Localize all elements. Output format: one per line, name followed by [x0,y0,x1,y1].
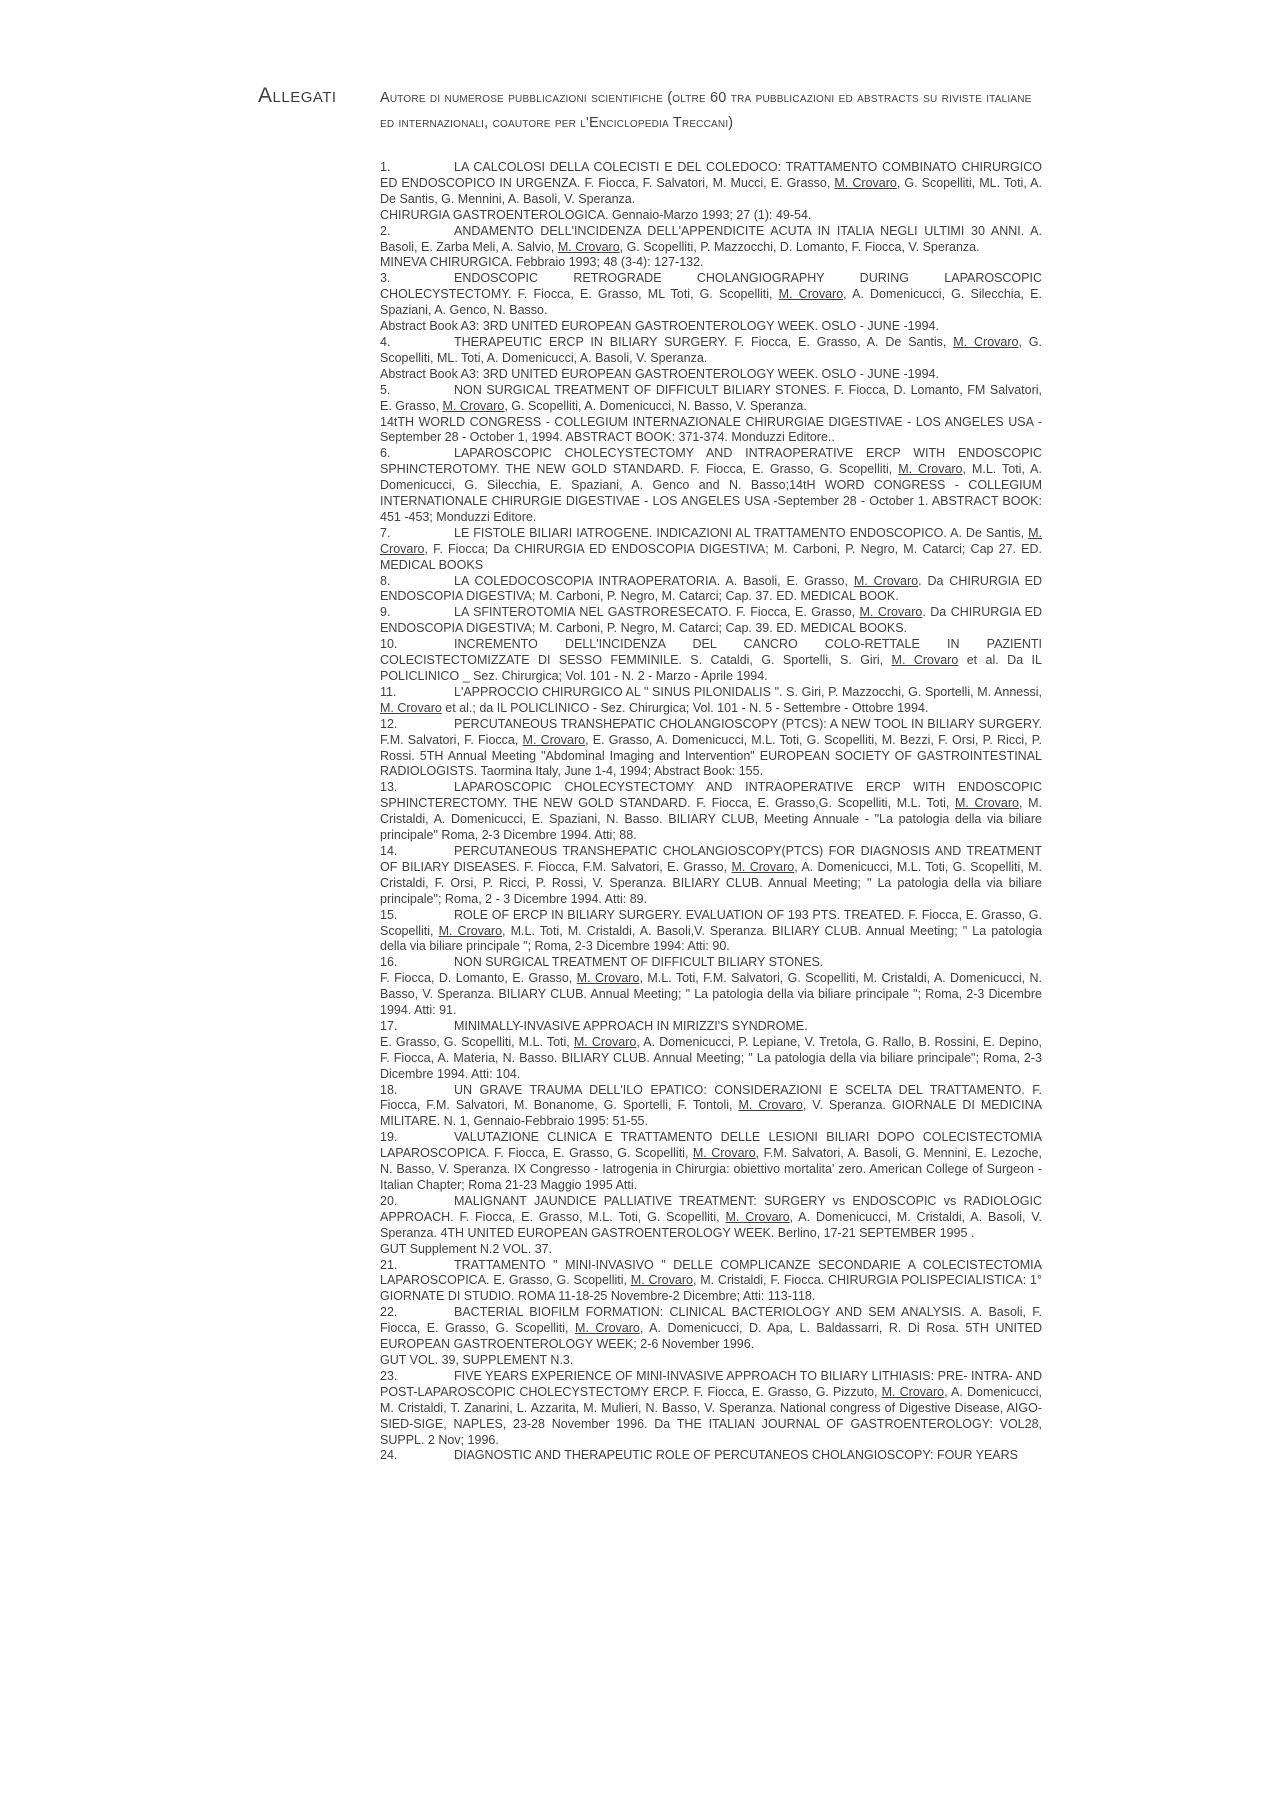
author-crovaro-underlined: M. Crovaro [557,239,620,254]
publication-number: 2. [380,223,391,238]
author-crovaro-underlined: M. Crovaro [778,287,844,302]
publication-number: 21. [380,1257,398,1272]
publication-number: 17. [380,1018,398,1033]
publication-entry: 8. LA COLEDOCOSCOPIA INTRAOPERATORIA. A. Basoli, E. Grasso, M. Crovaro. Da CHIRURGIA ED ENDOSCOPIA DIGESTIVA; M. Carboni, P. Negro, M. Catarci; Cap. 37. ED. MEDICAL BOOK. [380,573,1043,604]
document-content [380,86,1042,1464]
publication-number: 24. [380,1448,398,1463]
publication-number: 23. [380,1368,398,1383]
author-crovaro-underlined: M. Crovaro [575,1321,640,1336]
publication-ref-line: E. Grasso, G. Scopelliti, M.L. Toti, M. Crovaro, A. Domenicucci, P. Lepiane, V. Tretola, G. Rallo, B. Rossini, E. Depino, F. Fiocca, A. Materia, N. Basso. BILIARY CLUB. Annual Meeting; " La patologia della via biliare principale"; Roma, 2-3 Dicembre 1994. Atti: 104. [380,1034,1042,1081]
author-crovaro-underlined: M. Crovaro [692,1146,756,1161]
publication-entry: 14. PERCUTANEOUS TRANSHEPATIC CHOLANGIOSCOPY(PTCS) FOR DIAGNOSIS AND TREATMENT OF BILIARY DISEASES. F. Fiocca, F.M. Salvatori, E. Grasso, M. Crovaro, A. Domenicucci, M.L. Toti, G. Scopelliti, M. Cristaldi, F. Orsi, P. Ricci, P. Rossi, V. Speranza. BILIARY CLUB. Annual Meeting; " La patologia della via biliare principale"; Roma, 2 - 3 Dicembre 1994. Atti: 89. [380,843,1042,906]
publication-number: 10. [380,637,398,652]
publication-number: 19. [380,1130,398,1145]
author-crovaro-underlined: M. Crovaro [576,971,640,986]
publication-entry: 5. NON SURGICAL TREATMENT OF DIFFICULT BILIARY STONES. F. Fiocca, D. Lomanto, FM Salvatori, E. Grasso, M. Crovaro, G. Scopelliti, A. Domenicucci, N. Basso, V. Speranza. [380,382,1042,413]
publication-number: 18. [380,1082,398,1097]
publication-entry: 24. DIAGNOSTIC AND THERAPEUTIC ROLE OF PERCUTANEOS CHOLANGIOSCOPY: FOUR YEARS [380,1448,1018,1463]
publication-number: 13. [380,780,398,795]
author-crovaro-underlined: M. Crovaro [630,1273,693,1288]
publication-number: 14. [380,843,398,858]
publication-number: 11. [380,684,397,699]
author-crovaro-underlined: M. Crovaro [891,653,959,668]
author-crovaro-underlined: M. Crovaro [898,462,963,477]
author-crovaro-underlined: M. Crovaro [881,1384,945,1399]
publication-entry: 18. UN GRAVE TRAUMA DELL'ILO EPATICO: CONSIDERAZIONI E SCELTA DEL TRATTAMENTO. F. Fiocca, F.M. Salvatori, M. Bonanome, G. Sportelli, F. Tontoli, M. Crovaro, V. Speranza. GIORNALE DI MEDICINA MILITARE. N. 1, Gennaio-Febbraio 1995: 51-55. [380,1082,1042,1129]
publication-entry: 2. ANDAMENTO DELL'INCIDENZA DELL'APPENDICITE ACUTA IN ITALIA NEGLI ULTIMI 30 ANNI. A. Basoli, E. Zarba Meli, A. Salvio, M. Crovaro, G. Scopelliti, P. Mazzocchi, D. Lomanto, F. Fiocca, V. Speranza. [380,223,1042,254]
publication-number: 20. [380,1193,398,1208]
publication-entry: 19. VALUTAZIONE CLINICA E TRATTAMENTO DELLE LESIONI BILIARI DOPO COLECISTECTOMIA LAPAROSCOPICA. F. Fiocca, E. Grasso, G. Scopelliti, M. Crovaro, F.M. Salvatori, A. Basoli, G. Mennini, E. Lezoche, N. Basso, V. Speranza. IX Congresso - Iatrogenia in Chirurgia: obiettivo mortalita' zero. American College of Surgeon - Italian Chapter; Roma 21-23 Maggio 1995 Atti. [380,1130,1042,1192]
publication-entry: 20. MALIGNANT JAUNDICE PALLIATIVE TREATMENT: SURGERY vs ENDOSCOPIC vs RADIOLOGIC APPROACH. F. Fiocca, E. Grasso, M.L. Toti, G. Scopelliti, M. Crovaro, A. Domenicucci, M. Cristaldi, A. Basoli, V. Speranza. 4TH UNITED EUROPEAN GASTROENTEROLOGY WEEK. Berlino, 17-21 SEPTEMBER 1995 . [380,1193,1042,1240]
author-crovaro-underlined: M. Crovaro [859,605,923,620]
publication-list [380,160,1042,1464]
publication-entry: 9. LA SFINTEROTOMIA NEL GASTRORESECATO. F. Fiocca, E. Grasso, M. Crovaro. Da CHIRURGIA ED ENDOSCOPIA DIGESTIVA; M. Carboni, P. Negro, M. Catarci; Cap. 39. ED. MEDICAL BOOKS. [380,605,1042,636]
publication-entry: 4. THERAPEUTIC ERCP IN BILIARY SURGERY. F. Fiocca, E. Grasso, A. De Santis, M. Crovaro, G. Scopelliti, ML. Toti, A. Domenicucci, A. Basoli, V. Speranza. [380,334,1042,365]
publication-entry: 3. ENDOSCOPIC RETROGRADE CHOLANGIOGRAPHY DURING LAPAROSCOPIC CHOLECYSTECTOMY. F. Fiocca, E. Grasso, ML Toti, G. Scopelliti, M. Crovaro, A. Domenicucci, G. Silecchia, E. Spaziani, A. Genco, N. Basso. [380,271,1042,318]
publication-ref-line: CHIRURGIA GASTROENTEROLOGICA. Gennaio-Marzo 1993; 27 (1): 49-54. [380,207,812,222]
publication-number: 5. [380,382,391,397]
publication-ref-line: F. Fiocca, D. Lomanto, E. Grasso, M. Crovaro, M.L. Toti, F.M. Salvatori, G. Scopelliti, M. Cristaldi, A. Domenicucci, N. Basso, V. Speranza. BILIARY CLUB. Annual Meeting; " La patologia della via biliare principale "; Roma, 2-3 Dicembre 1994. Atti: 91. [380,971,1042,1018]
publication-number: 22. [380,1305,398,1320]
publication-entry: 10. INCREMENTO DELL'INCIDENZA DEL CANCRO COLO-RETTALE IN PAZIENTI COLECISTECTOMIZZATE DI SESSO FEMMINILE. S. Cataldi, G. Sportelli, S. Giri, M. Crovaro et al. Da IL POLICLINICO _ Sez. Chirurgica; Vol. 101 - N. 2 - Marzo - Aprile 1994. [380,637,1042,683]
author-crovaro-underlined: M. Crovaro [380,525,1042,556]
author-note: Autore di numerose pubblicazioni scientifiche (oltre 60 tra pubblicazioni ed abstracts su riviste italiane ed internazionali, coautore per l'Enciclopedia Treccani) [380,90,1032,131]
publication-ref-line: GUT Supplement N.2 VOL. 37. [380,1241,553,1256]
publication-ref-line: Abstract Book A3: 3RD UNITED EUROPEAN GASTROENTEROLOGY WEEK. OSLO - JUNE -1994. [380,319,939,334]
publication-entry: 15. ROLE OF ERCP IN BILIARY SURGERY. EVALUATION OF 193 PTS. TREATED. F. Fiocca, E. Grasso, G. Scopelliti, M. Crovaro, M.L. Toti, M. Cristaldi, A. Basoli,V. Speranza. BILIARY CLUB. Annual Meeting; " La patologia della via biliare principale "; Roma, 2-3 Dicembre 1994: Atti: 90. [380,907,1042,954]
publication-entry: 11. L'APPROCCIO CHIRURGICO AL " SINUS PILONIDALIS ". S. Giri, P. Mazzocchi, G. Sportelli, M. Annessi, M. Crovaro et al.; da IL POLICLINICO - Sez. Chirurgica; Vol. 101 - N. 5 - Settembre - Ottobre 1994. [380,684,1042,715]
publication-number: 8. [380,573,391,588]
publication-ref-line: GUT VOL. 39, SUPPLEMENT N.3. [380,1352,574,1367]
author-crovaro-underlined: M. Crovaro [834,175,897,190]
publication-number: 9. [380,605,391,620]
publication-number: 12. [380,716,398,731]
publication-entry: 13. LAPAROSCOPIC CHOLECYSTECTOMY AND INTRAOPERATIVE ERCP WITH ENDOSCOPIC SPHINCTERECTOMY. THE NEW GOLD STANDARD. F. Fiocca, E. Grasso,G. Scopelliti, M.L. Toti, M. Crovaro, M. Cristaldi, A. Domenicucci, E. Spaziani, N. Basso. BILIARY CLUB, Meeting Annuale - "La patologia della via biliare principale" Roma, 2-3 Dicembre 1994. Atti; 88. [380,780,1042,843]
author-crovaro-underlined: M. Crovaro [522,732,586,747]
publication-entry: 17. MINIMALLY-INVASIVE APPROACH IN MIRIZZI'S SYNDROME. [380,1018,808,1033]
author-crovaro-underlined: M. Crovaro [955,796,1019,811]
publication-number: 3. [380,271,391,286]
author-crovaro-underlined: M. Crovaro [953,334,1019,349]
publication-number: 15. [380,907,398,922]
publication-number: 7. [380,525,391,540]
publication-entry: 1. LA CALCOLOSI DELLA COLECISTI E DEL COLEDOCO: TRATTAMENTO COMBINATO CHIRURGICO ED ENDOSCOPICO IN URGENZA. F. Fiocca, F. Salvatori, M. Mucci, E. Grasso, M. Crovaro, G. Scopelliti, ML. Toti, A. De Santis, G. Mennini, A. Basoli, V. Speranza. [380,160,1042,206]
publication-entry: 7. LE FISTOLE BILIARI IATROGENE. INDICAZIONI AL TRATTAMENTO ENDOSCOPICO. A. De Santis, M. Crovaro, F. Fiocca; Da CHIRURGIA ED ENDOSCOPIA DIGESTIVA; M. Carboni, P. Negro, M. Catarci; Cap 27. ED. MEDICAL BOOKS [380,525,1042,572]
publication-entry: 21. TRATTAMENTO " MINI-INVASIVO " DELLE COMPLICANZE SECONDARIE A COLECISTECTOMIA LAPAROSCOPICA. E. Grasso, G. Scopelliti, M. Crovaro, M. Cristaldi, F. Fiocca. CHIRURGIA POLISPECIALISTICA: 1° GIORNATE DI STUDIO. ROMA 11-18-25 Novembre-2 Dicembre; Atti: 113-118. [380,1257,1042,1304]
publication-number: 4. [380,334,391,349]
publication-entry: 12. PERCUTANEOUS TRANSHEPATIC CHOLANGIOSCOPY (PTCS): A NEW TOOL IN BILIARY SURGERY. F.M. Salvatori, F. Fiocca, M. Crovaro, E. Grasso, A. Domenicucci, M.L. Toti, G. Scopelliti, M. Bezzi, F. Orsi, P. Ricci, P. Rossi. 5TH Annual Meeting "Abdominal Imaging and Intervention" EUROPEAN SOCIETY OF GASTROINTESTINAL RADIOLOGISTS. Taormina Italy, June 1-4, 1994; Abstract Book: 155. [380,716,1042,779]
publication-entry: 23. FIVE YEARS EXPERIENCE OF MINI-INVASIVE APPROACH TO BILIARY LITHIASIS: PRE- INTRA- AND POST-LAPAROSCOPIC CHOLECYSTECTOMY ERCP. F. Fiocca, E. Grasso, G. Pizzuto, M. Crovaro, A. Domenicucci, M. Cristaldi, T. Zanarini, L. Azzarita, M. Mulieri, N. Basso, V. Speranza. National congress of Digestive Disease, AIGO-SIED-SIGE, NAPLES, 23-28 November 1996. Da THE ITALIAN JOURNAL OF GASTROENTEROLOGY: VOL28, SUPPL. 2 Nov; 1996. [380,1368,1042,1447]
allegati-heading: Allegati [258,84,337,107]
publication-number: 6. [380,446,391,461]
publication-entry: 6. LAPAROSCOPIC CHOLECYSTECTOMY AND INTRAOPERATIVE ERCP WITH ENDOSCOPIC SPHINCTEROTOMY. THE NEW GOLD STANDARD. F. Fiocca, E. Grasso, G. Scopelliti, M. Crovaro, M.L. Toti, A. Domenicucci, G. Silecchia, E. Spaziani, A. Genco and N. Basso;14tH WORD CONGRESS - COLLEGIUM INTERNATIONALE CHIRURGIE DIGESTIVAE - LOS ANGELES USA -September 28 - October 1. ABSTRACT BOOK: 451 -453; Monduzzi Editore. [380,446,1042,524]
publication-entry: 16. NON SURGICAL TREATMENT OF DIFFICULT BILIARY STONES. [380,955,824,970]
author-crovaro-underlined: M. Crovaro [442,398,505,413]
author-crovaro-underlined: M. Crovaro [438,923,503,938]
publication-number: 1. [380,160,391,174]
publication-ref-line: MINEVA CHIRURGICA. Febbraio 1993; 48 (3-4): 127-132. [380,255,704,270]
author-crovaro-underlined: M. Crovaro [853,573,919,588]
author-crovaro-underlined: M. Crovaro [725,1209,790,1224]
publication-entry: 22. BACTERIAL BIOFILM FORMATION: CLINICAL BACTERIOLOGY AND SEM ANALYSIS. A. Basoli, F. Fiocca, E. Grasso, G. Scopelliti, M. Crovaro, A. Domenicucci, D. Apa, L. Baldassarri, R. Di Rosa. 5TH UNITED EUROPEAN GASTROENTEROLOGY WEEK; 2-6 November 1996. [380,1305,1042,1352]
publication-ref-line: 14tTH WORLD CONGRESS - COLLEGIUM INTERNAZIONALE CHIRURGIAE DIGESTIVAE - LOS ANGELES USA - September 28 - October 1, 1994. ABSTRACT BOOK: 371-374. Monduzzi Editore.. [380,414,1042,445]
publication-number: 16. [380,955,398,970]
author-crovaro-underlined: M. Crovaro [573,1034,637,1049]
author-crovaro-underlined: M. Crovaro [380,700,442,715]
publication-ref-line: Abstract Book A3: 3RD UNITED EUROPEAN GASTROENTEROLOGY WEEK. OSLO - JUNE -1994. [380,366,939,381]
author-crovaro-underlined: M. Crovaro [738,1098,803,1113]
author-crovaro-underlined: M. Crovaro [731,859,795,874]
